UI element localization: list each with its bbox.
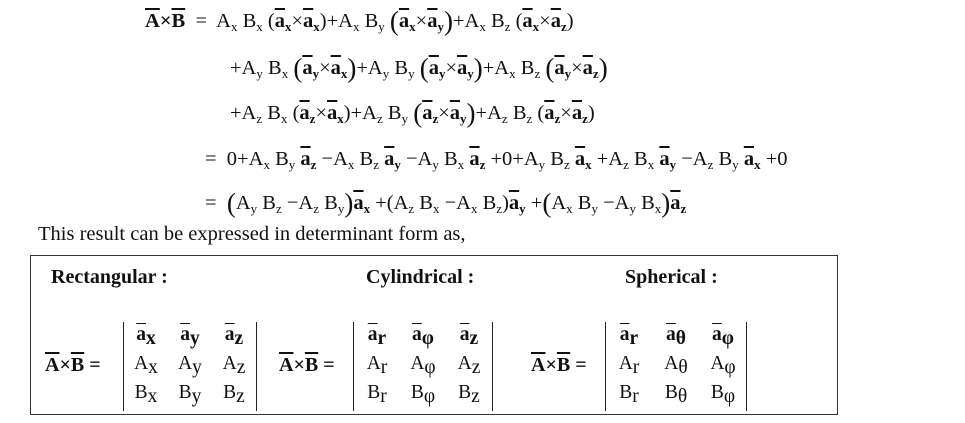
det-cell: Bz bbox=[458, 381, 480, 407]
determinant-box bbox=[30, 255, 838, 415]
equation-line-5: = ($A_y$ $B_z -A_z$ $B_y)\overline{a}_x +(A_z$ $B_x -A_x$ $B_z)\overline{a}_y +(A_x$ $B_y -A_y$ $B_x)\overline{a}_z$ bbox=[205, 188, 687, 218]
det-cell: Bφ bbox=[710, 381, 736, 407]
det-cell: Bθ bbox=[664, 381, 688, 407]
det-cell: Br bbox=[367, 381, 387, 407]
det-cell: Aθ bbox=[664, 352, 688, 378]
det-cell: Br bbox=[619, 381, 639, 407]
det-cell: $\overline{a}r$ bbox=[619, 323, 639, 349]
intro-text: This result can be expressed in determinant form as, bbox=[38, 223, 466, 245]
cylindrical-determinant bbox=[353, 322, 493, 411]
det-cell: Bx bbox=[134, 381, 158, 407]
rectangular-lhs: $\overline{A}\times\overline{B}$ = bbox=[45, 354, 101, 376]
det-cell: $\overline{a}r$ bbox=[367, 323, 387, 349]
equation-line-3: $+A_z$ $B_x$ $(\overline{a}_z\times\overline{a}_x)+A_z$ $B_y$ $(\overline{a}_z\times\overline{a}_y)+A_z$ $B_z$ $(\overline{a}_z\times\overline{a}_z)$ bbox=[230, 98, 595, 128]
det-cell: Aφ bbox=[710, 352, 736, 378]
det-cell: $\overline{a}z$ bbox=[459, 323, 479, 349]
det-cell: Bz bbox=[223, 381, 245, 407]
rectangular-heading: Rectangular : bbox=[51, 266, 168, 288]
cylindrical-heading: Cylindrical : bbox=[366, 266, 475, 288]
det-cell: Aφ bbox=[410, 352, 436, 378]
spherical-determinant bbox=[605, 322, 747, 411]
spherical-heading: Spherical : bbox=[625, 266, 718, 288]
det-cell: Az bbox=[457, 352, 481, 378]
det-cell: $\overline{a}y$ bbox=[180, 323, 200, 349]
spherical-lhs: $\overline{A}\times\overline{B}$ = bbox=[531, 354, 587, 376]
det-cell: $\overline{a}\varphi$ bbox=[412, 323, 434, 349]
det-cell: Ay bbox=[178, 352, 202, 378]
det-cell: $\overline{a}x$ bbox=[136, 323, 156, 349]
det-cell: $\overline{a}\varphi$ bbox=[712, 323, 734, 349]
det-cell: Bφ bbox=[410, 381, 436, 407]
det-cell: $\overline{a}\theta$ bbox=[666, 323, 686, 349]
cylindrical-lhs: $\overline{A}\times\overline{B}$ = bbox=[279, 354, 335, 376]
equation-line-2: $+A_y$ $B_x$ $(\overline{a}_y\times\overline{a}_x)+A_y$ $B_y$ $(\overline{a}_y\times\overline{a}_y)+A_x$ $B_z$ $(\overline{a}_y\times\overline{a}_z)$ bbox=[230, 53, 608, 83]
det-cell: $\overline{a}z$ bbox=[224, 323, 244, 349]
equation-line-1: $\overline{A}\times\overline{B} = A_x$ $B_x$ $(\overline{a}_x\times\overline{a}_x)+A_x$ $B_y$ $(\overline{a}_x\times\overline{a}_y)+A_x$ $B_z$ $(\overline{a}_x\times\overline{a}_z)$ bbox=[145, 6, 574, 36]
det-cell: Ar bbox=[366, 352, 388, 378]
det-cell: By bbox=[178, 381, 202, 407]
det-cell: Ar bbox=[618, 352, 640, 378]
det-cell: Ax bbox=[134, 352, 158, 378]
det-cell: Az bbox=[222, 352, 246, 378]
rectangular-determinant bbox=[123, 322, 257, 411]
equation-line-4: = $0+A_x$ $B_y$ $\overline{a}_z -A_x$ $B_z$ $\overline{a}_y -A_y$ $B_x$ $\overline{a}_z +0+A_y$ $B_z$ $\overline{a}_x +A_z$ $B_x$ $\overline{a}_y -A_z$ $B_y$ $\overline{a}_x +0$ bbox=[205, 148, 788, 172]
